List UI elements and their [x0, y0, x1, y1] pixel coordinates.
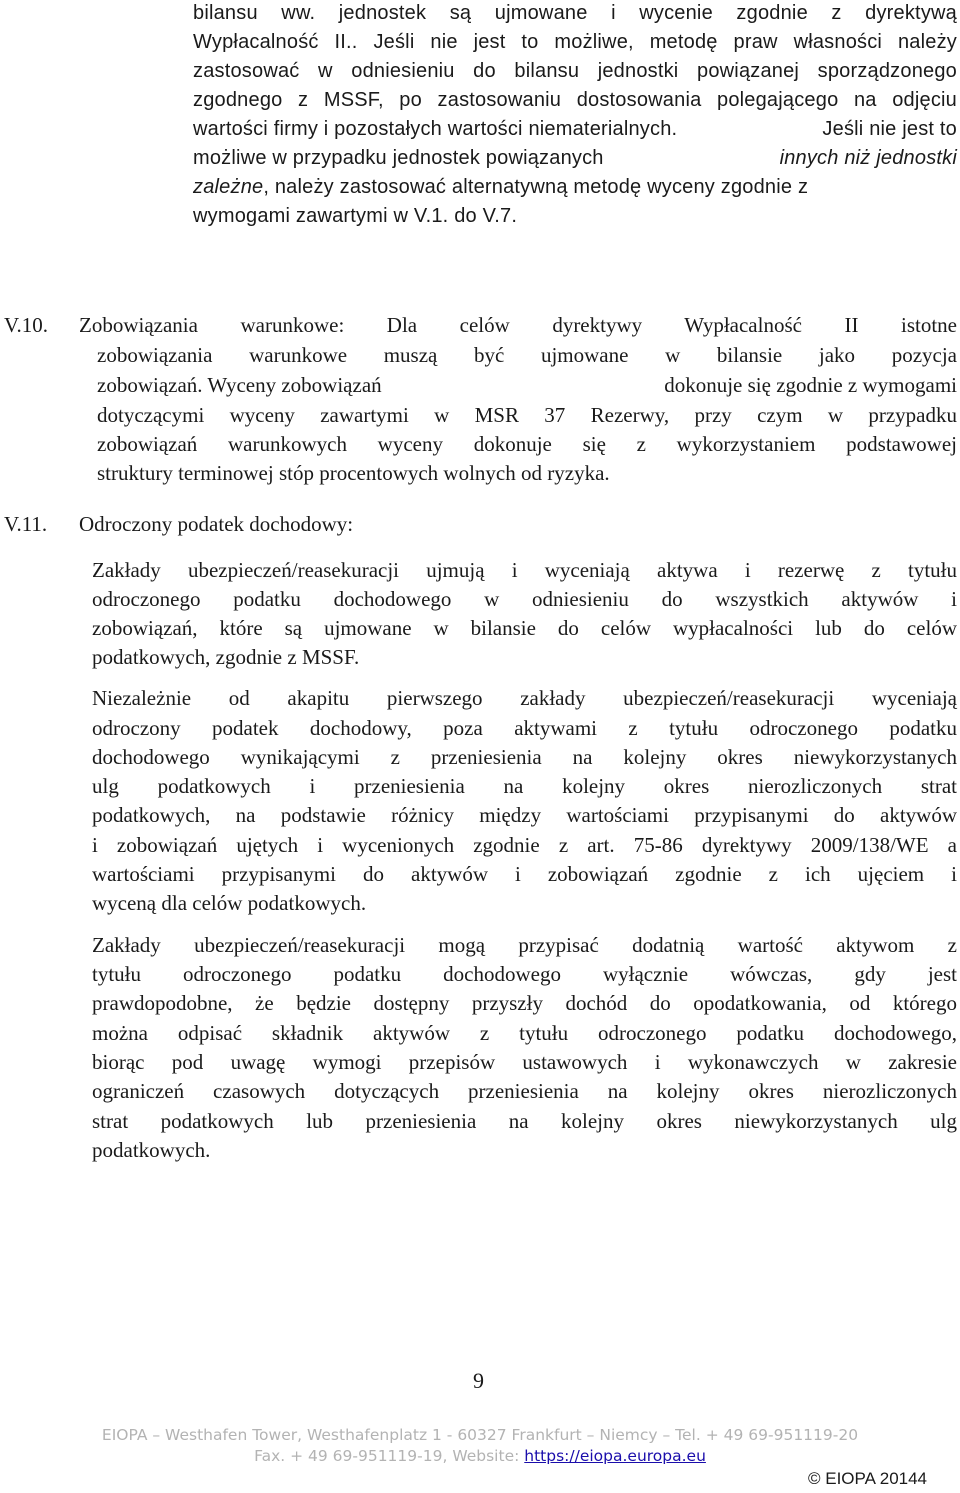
intro-line-7 — [193, 176, 957, 199]
footer-fax-website: Fax. + 49 69-951119-19, Website: — [254, 1447, 525, 1465]
v10-line-5: zobowiązań warunkowych wyceny dokonuje się z wykorzystaniem podstawowej — [97, 432, 957, 456]
footer-address: EIOPA – Westhafen Tower, Westhafenplatz 1 - 60327 Frankfurt – Niemcy – Tel. + 49 69-951119-20 — [101, 1426, 859, 1444]
v11-p2-line-5: podatkowych, na podstawie różnicy między wartościami przypisanymi do aktywów — [92, 803, 957, 827]
v10-line-3 — [97, 373, 957, 398]
intro-line-6-head: możliwe w przypadku jednostek powiązanych — [193, 147, 604, 169]
v11-p2-line-3: dochodowego wynikającymi z przeniesienia na kolejny okres niewykorzystanych — [92, 745, 957, 769]
v11-p2-line-1: Niezależnie od akapitu pierwszego zakłady ubezpieczeń/reasekuracji wyceniają — [92, 686, 957, 710]
v11-heading: Odroczony podatek dochodowy: — [79, 512, 354, 536]
intro-italic-a: innych niż jednostki — [779, 147, 957, 169]
copyright: © EIOPA 20144 — [808, 1469, 928, 1488]
v11-p3-line-7: strat podatkowych lub przeniesienia na kolejny okres niewykorzystanych ulg — [92, 1109, 957, 1133]
v11-p2-line-8: wyceną dla celów podatkowych. — [92, 891, 367, 915]
v11-p1-line-2: odroczonego podatku dochodowego w odniesieniu do wszystkich aktywów i — [92, 587, 957, 611]
page-number: 9 — [473, 1368, 484, 1393]
v10-line-6: struktury terminowej stóp procentowych wolnych od ryzyka. — [97, 461, 610, 485]
v11-p1-line-1: Zakłady ubezpieczeń/reasekuracji ujmują i wyceniają aktywa i rezerwę z tytułu — [92, 558, 957, 582]
intro-line-1: bilansu ww. jednostek są ujmowane i wycenie zgodnie z dyrektywą — [193, 2, 957, 24]
v11-p2-line-7: wartościami przypisanymi do aktywów i zobowiązań zgodnie z ich ujęciem i — [92, 862, 957, 886]
v11-p3-line-3: prawdopodobne, że będzie dostępny przyszły dochód do opodatkowania, od którego — [92, 991, 957, 1015]
v11-p3-line-6: ograniczeń czasowych dotyczących przeniesienia na kolejny okres nierozliczonych — [92, 1079, 957, 1103]
v11-p3-line-8: podatkowych. — [92, 1138, 211, 1162]
v11-p3-line-2: tytułu odroczonego podatku dochodowego wyłącznie wówczas, gdy jest — [92, 962, 957, 986]
v11-p2-line-4: ulg podatkowych i przeniesienia na kolejny okres nierozliczonych strat — [92, 774, 957, 798]
intro-line-4: zgodnego z MSSF, po zastosowaniu dostosowania polegającego na odjęciu — [193, 89, 957, 111]
v10-line-1: Zobowiązania warunkowe: Dla celów dyrektywy Wypłacalność II istotne — [79, 313, 957, 337]
intro-line-5 — [193, 118, 957, 141]
website-link[interactable]: https://eiopa.europa.eu — [524, 1447, 706, 1465]
intro-line-8: wymogami zawartymi w V.1. do V.7. — [193, 205, 518, 227]
v10-line-2: zobowiązania warunkowe muszą być ujmowane w bilansie jako pozycja — [97, 343, 957, 367]
v11-p2-line-2: odroczony podatek dochodowy, poza aktywami z tytułu odroczonego podatku — [92, 716, 957, 740]
v10-line-3-head: zobowiązań. Wyceny zobowiązań — [97, 373, 382, 397]
v11-p2-line-6: i zobowiązań ujętych i wycenionych zgodnie z art. 75-86 dyrektywy 2009/138/WE a — [92, 833, 957, 857]
section-number-v11: V.11. — [4, 512, 48, 536]
v10-line-4: dotyczącymi wyceny zawartymi w MSR 37 Rezerwy, przy czym w przypadku — [97, 403, 957, 427]
intro-line-5-head: wartości firmy i pozostałych wartości niematerialnych. — [193, 118, 678, 140]
intro-line-2: Wypłacalność II.. Jeśli nie jest to możliwe, metodę praw własności należy — [193, 31, 957, 53]
intro-italic-b: zależne — [193, 176, 264, 198]
v11-p3-line-4: można odpisać składnik aktywów z tytułu odroczonego podatku dochodowego, — [92, 1021, 957, 1045]
intro-line-3: zastosować w odniesieniu do bilansu jednostki powiązanej sporządzonego — [193, 60, 957, 82]
v11-p1-line-3: zobowiązań, które są ujmowane w bilansie do celów wypłacalności lub do celów — [92, 616, 957, 640]
section-number-v10: V.10. — [4, 313, 48, 337]
v11-p1-line-4: podatkowych, zgodnie z MSSF. — [92, 645, 360, 669]
v11-p3-line-1: Zakłady ubezpieczeń/reasekuracji mogą przypisać dodatnią wartość aktywom z — [92, 933, 957, 957]
footer-contact — [0, 1447, 960, 1465]
v11-p3-line-5: biorąc pod uwagę wymogi przepisów ustawowych i wykonawczych w zakresie — [92, 1050, 957, 1074]
intro-line-7-rest: , należy zastosować alternatywną metodę wyceny zgodnie z — [263, 176, 809, 198]
v10-line-3-tail: dokonuje się zgodnie z wymogami — [664, 373, 957, 397]
intro-line-6 — [193, 147, 957, 170]
intro-line-5-tail: Jeśli nie jest to — [822, 118, 957, 140]
